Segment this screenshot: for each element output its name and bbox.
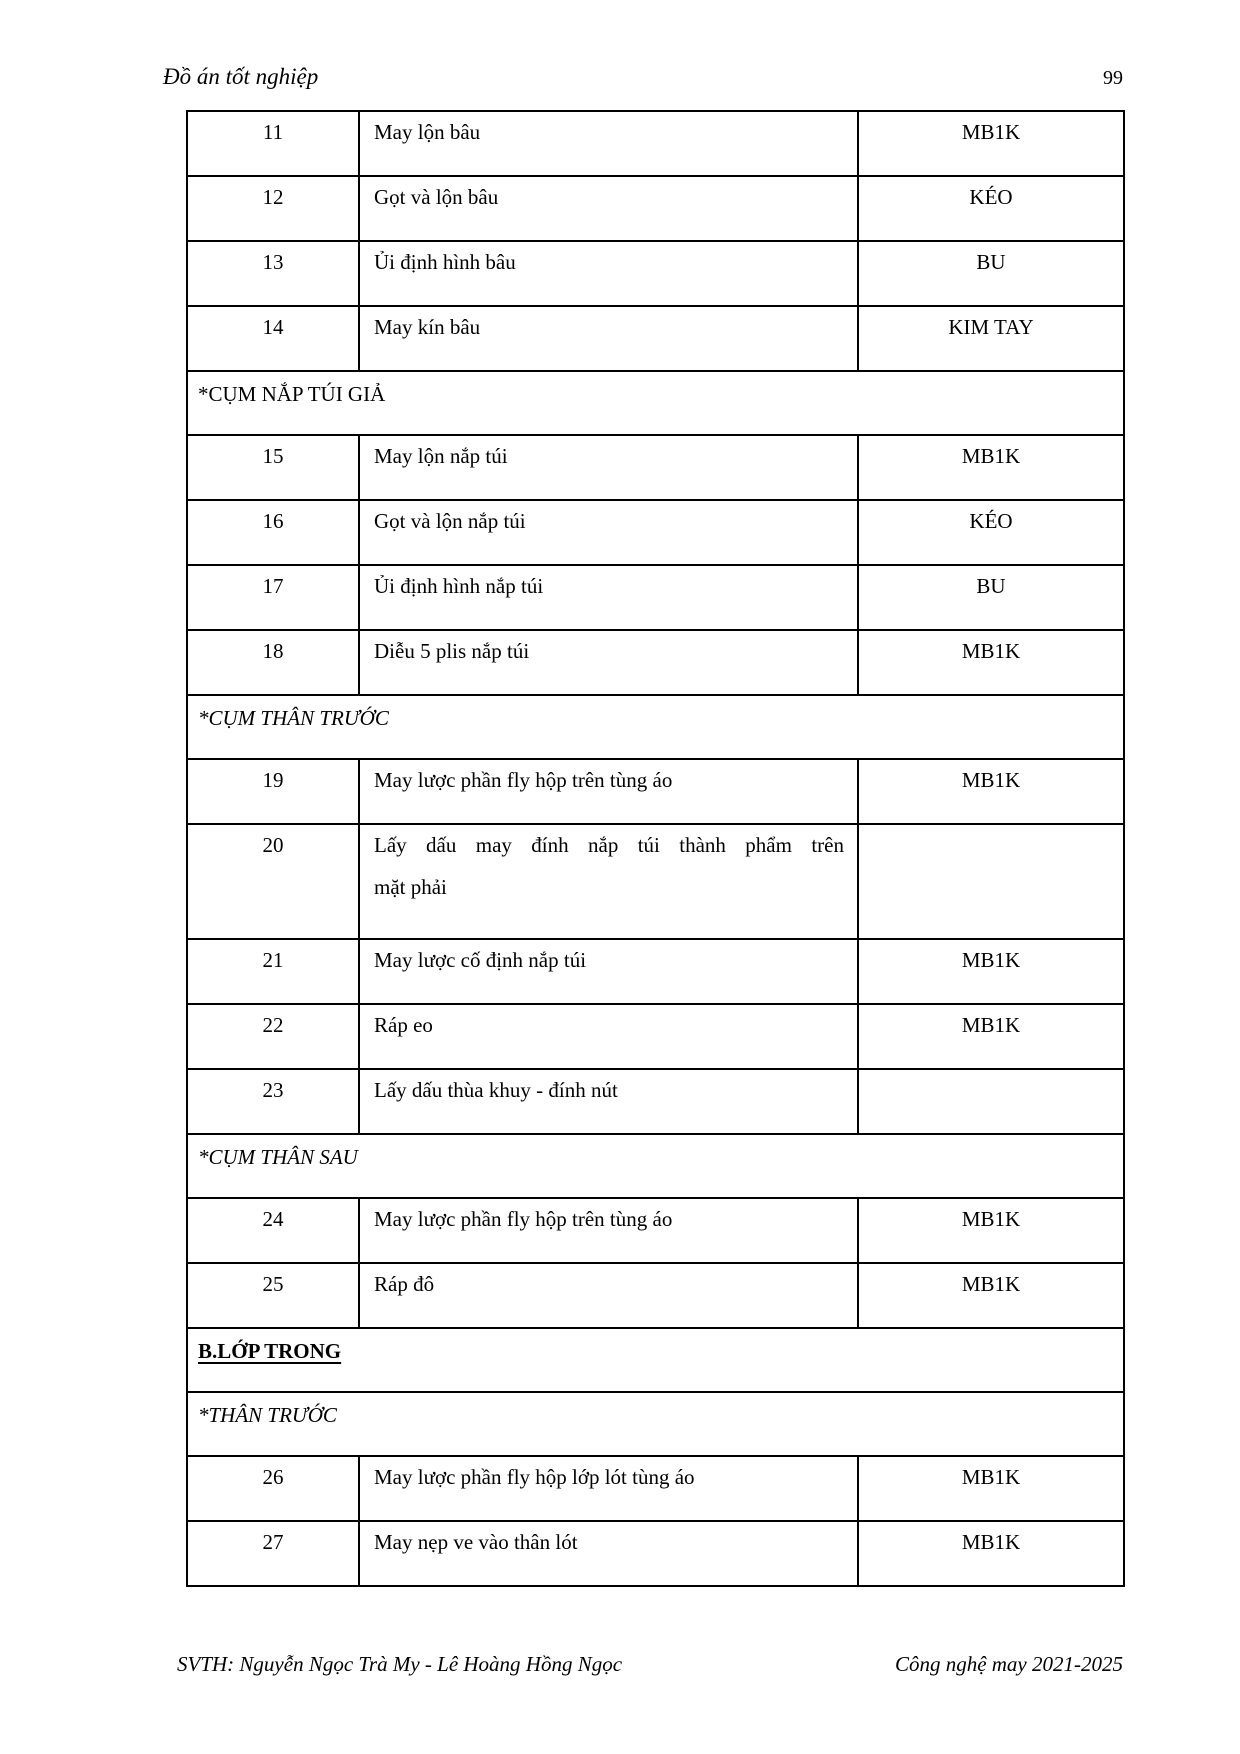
section-label: B.LỚP TRONG (198, 1339, 342, 1363)
row-number-cell: 11 (187, 111, 359, 176)
operation-cell: Gọt và lộn nắp túi (359, 500, 858, 565)
machine-cell: MB1K (858, 1004, 1124, 1069)
machine-cell: MB1K (858, 1263, 1124, 1328)
table-row (187, 759, 1124, 824)
section-label: *CỤM NẮP TÚI GIẢ (198, 382, 386, 406)
machine-cell: MB1K (858, 1521, 1124, 1586)
section-row (187, 1328, 1124, 1392)
table-row (187, 1198, 1124, 1263)
row-number-cell: 20 (187, 824, 359, 939)
operation-cell: Ủi định hình bâu (359, 241, 858, 306)
section-label: *CỤM THÂN SAU (198, 1145, 358, 1169)
table-row (187, 1521, 1124, 1586)
machine-cell: MB1K (858, 111, 1124, 176)
operation-cell: May lộn nắp túi (359, 435, 858, 500)
machine-cell: KÉO (858, 176, 1124, 241)
header-title: Đồ án tốt nghiệp (163, 64, 319, 89)
machine-cell: KIM TAY (858, 306, 1124, 371)
row-number-cell: 27 (187, 1521, 359, 1586)
operation-cell: Gọt và lộn bâu (359, 176, 858, 241)
row-number-cell: 26 (187, 1456, 359, 1521)
section-label: *THÂN TRƯỚC (198, 1403, 337, 1427)
section-row (187, 1392, 1124, 1456)
section-row (187, 695, 1124, 759)
operation-cell: Ủi định hình nắp túi (359, 565, 858, 630)
table-row (187, 565, 1124, 630)
table-row (187, 1263, 1124, 1328)
operation-cell: May lược phần fly hộp trên tùng áo (359, 1198, 858, 1263)
operation-cell: May lược phần fly hộp trên tùng áo (359, 759, 858, 824)
page-footer (177, 1652, 1123, 1677)
operation-cell: Diễu 5 plis nắp túi (359, 630, 858, 695)
operation-cell: Ráp eo (359, 1004, 858, 1069)
row-number-cell: 18 (187, 630, 359, 695)
table-row (187, 1069, 1124, 1134)
section-row (187, 371, 1124, 435)
machine-cell: BU (858, 241, 1124, 306)
section-label-cell (187, 1328, 1124, 1392)
operation-cell: May lược phần fly hộp lớp lót tùng áo (359, 1456, 858, 1521)
row-number-cell: 14 (187, 306, 359, 371)
table-row (187, 435, 1124, 500)
section-label-cell (187, 1134, 1124, 1198)
table-row (187, 500, 1124, 565)
operation-text-line: mặt phải (374, 875, 447, 899)
operations-table-body (187, 111, 1124, 1586)
machine-cell: MB1K (858, 1198, 1124, 1263)
row-number-cell: 22 (187, 1004, 359, 1069)
row-number-cell: 24 (187, 1198, 359, 1263)
row-number-cell: 12 (187, 176, 359, 241)
table-row (187, 176, 1124, 241)
table-row (187, 824, 1124, 939)
table-row (187, 241, 1124, 306)
section-label-cell (187, 371, 1124, 435)
machine-cell: MB1K (858, 630, 1124, 695)
footer-authors: SVTH: Nguyễn Ngọc Trà My - Lê Hoàng Hồng Ngọc (177, 1652, 623, 1676)
row-number-cell: 19 (187, 759, 359, 824)
table-row (187, 1004, 1124, 1069)
operation-cell: May lộn bâu (359, 111, 858, 176)
operation-cell: May nẹp ve vào thân lót (359, 1521, 858, 1586)
machine-cell (858, 1069, 1124, 1134)
machine-cell (858, 824, 1124, 939)
operation-cell: May kín bâu (359, 306, 858, 371)
row-number-cell: 13 (187, 241, 359, 306)
row-number-cell: 17 (187, 565, 359, 630)
machine-cell: MB1K (858, 759, 1124, 824)
table-row (187, 939, 1124, 1004)
machine-cell: BU (858, 565, 1124, 630)
page-number: 99 (1103, 67, 1123, 89)
row-number-cell: 25 (187, 1263, 359, 1328)
operations-table (186, 110, 1125, 1587)
operation-cell: May lược cố định nắp túi (359, 939, 858, 1004)
row-number-cell: 16 (187, 500, 359, 565)
row-number-cell: 21 (187, 939, 359, 1004)
section-label-cell (187, 1392, 1124, 1456)
section-row (187, 1134, 1124, 1198)
operation-cell: Ráp đô (359, 1263, 858, 1328)
section-label-cell (187, 695, 1124, 759)
row-number-cell: 23 (187, 1069, 359, 1134)
machine-cell: KÉO (858, 500, 1124, 565)
operation-cell (359, 824, 858, 939)
row-number-cell: 15 (187, 435, 359, 500)
operation-text-line: Lấy dấu may đính nắp túi thành phẩm trên (374, 833, 844, 857)
footer-course: Công nghệ may 2021-2025 (894, 1652, 1123, 1676)
machine-cell: MB1K (858, 435, 1124, 500)
table-row (187, 630, 1124, 695)
table-row (187, 306, 1124, 371)
operation-cell: Lấy dấu thùa khuy - đính nút (359, 1069, 858, 1134)
machine-cell: MB1K (858, 939, 1124, 1004)
machine-cell: MB1K (858, 1456, 1124, 1521)
table-row (187, 111, 1124, 176)
table-row (187, 1456, 1124, 1521)
page-header (163, 64, 1123, 90)
section-label: *CỤM THÂN TRƯỚC (198, 706, 389, 730)
